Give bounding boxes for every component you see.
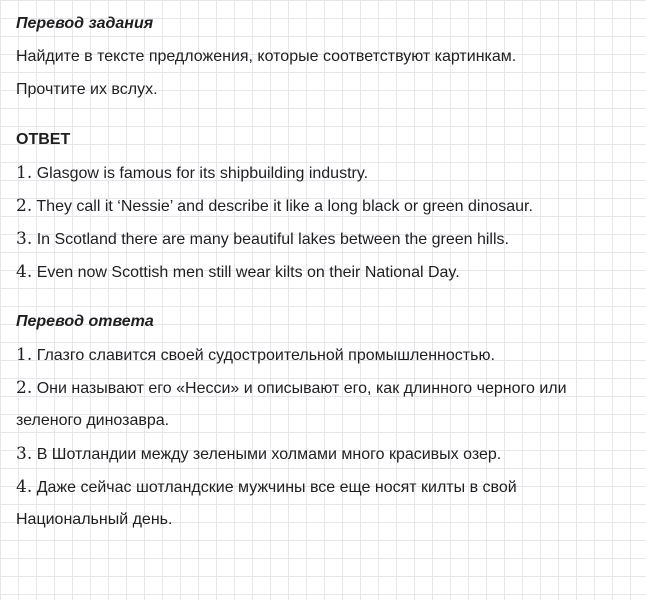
- document: [16, 14, 638, 543]
- answer-item-text: In Scotland there are many beautiful lakes between the green hills.: [36, 231, 509, 248]
- translation-heading: Перевод ответа: [16, 313, 154, 330]
- translation-item-4: [16, 477, 638, 497]
- answer-item-number: 3.: [16, 229, 33, 249]
- task-text-line-2: Прочтите их вслух.: [16, 81, 158, 98]
- translation-item-number: 1.: [16, 345, 33, 365]
- translation-item-text: Они называют его «Несси» и описывают его, как длинного черного или: [36, 380, 567, 397]
- translation-item-text: Глазго славится своей судостроительной промышленностью.: [36, 347, 495, 364]
- translation-item-text: Даже сейчас шотландские мужчины все еще носят килты в свой: [36, 479, 517, 496]
- answer-item-number: 2.: [16, 196, 33, 216]
- answer-item-number: 1.: [16, 163, 33, 183]
- answer-item-number: 4.: [16, 262, 33, 282]
- answer-item-1: [16, 163, 638, 183]
- translation-item-1: [16, 345, 638, 365]
- answer-item-3: [16, 229, 638, 249]
- translation-item-3: [16, 444, 638, 464]
- answer-heading: ОТВЕТ: [16, 131, 71, 148]
- translation-item-number: 3.: [16, 444, 33, 464]
- task-heading: Перевод задания: [16, 15, 154, 32]
- task-text-line-1: Найдите в тексте предложения, которые соответствуют картинкам.: [16, 48, 517, 65]
- translation-item-4-continued: Национальный день.: [16, 511, 173, 528]
- answer-item-text: They call it ‘Nessie’ and describe it like a long black or green dinosaur.: [36, 198, 533, 215]
- answer-item-2: [16, 196, 638, 216]
- answer-item-4: [16, 262, 638, 282]
- translation-item-number: 2.: [16, 378, 33, 398]
- translation-item-2-continued: зеленого динозавра.: [16, 412, 170, 429]
- translation-item-2: [16, 378, 638, 398]
- translation-item-text: В Шотландии между зелеными холмами много красивых озер.: [36, 446, 502, 463]
- translation-item-number: 4.: [16, 477, 33, 497]
- answer-item-text: Even now Scottish men still wear kilts on their National Day.: [36, 264, 460, 281]
- answer-item-text: Glasgow is famous for its shipbuilding industry.: [36, 165, 369, 182]
